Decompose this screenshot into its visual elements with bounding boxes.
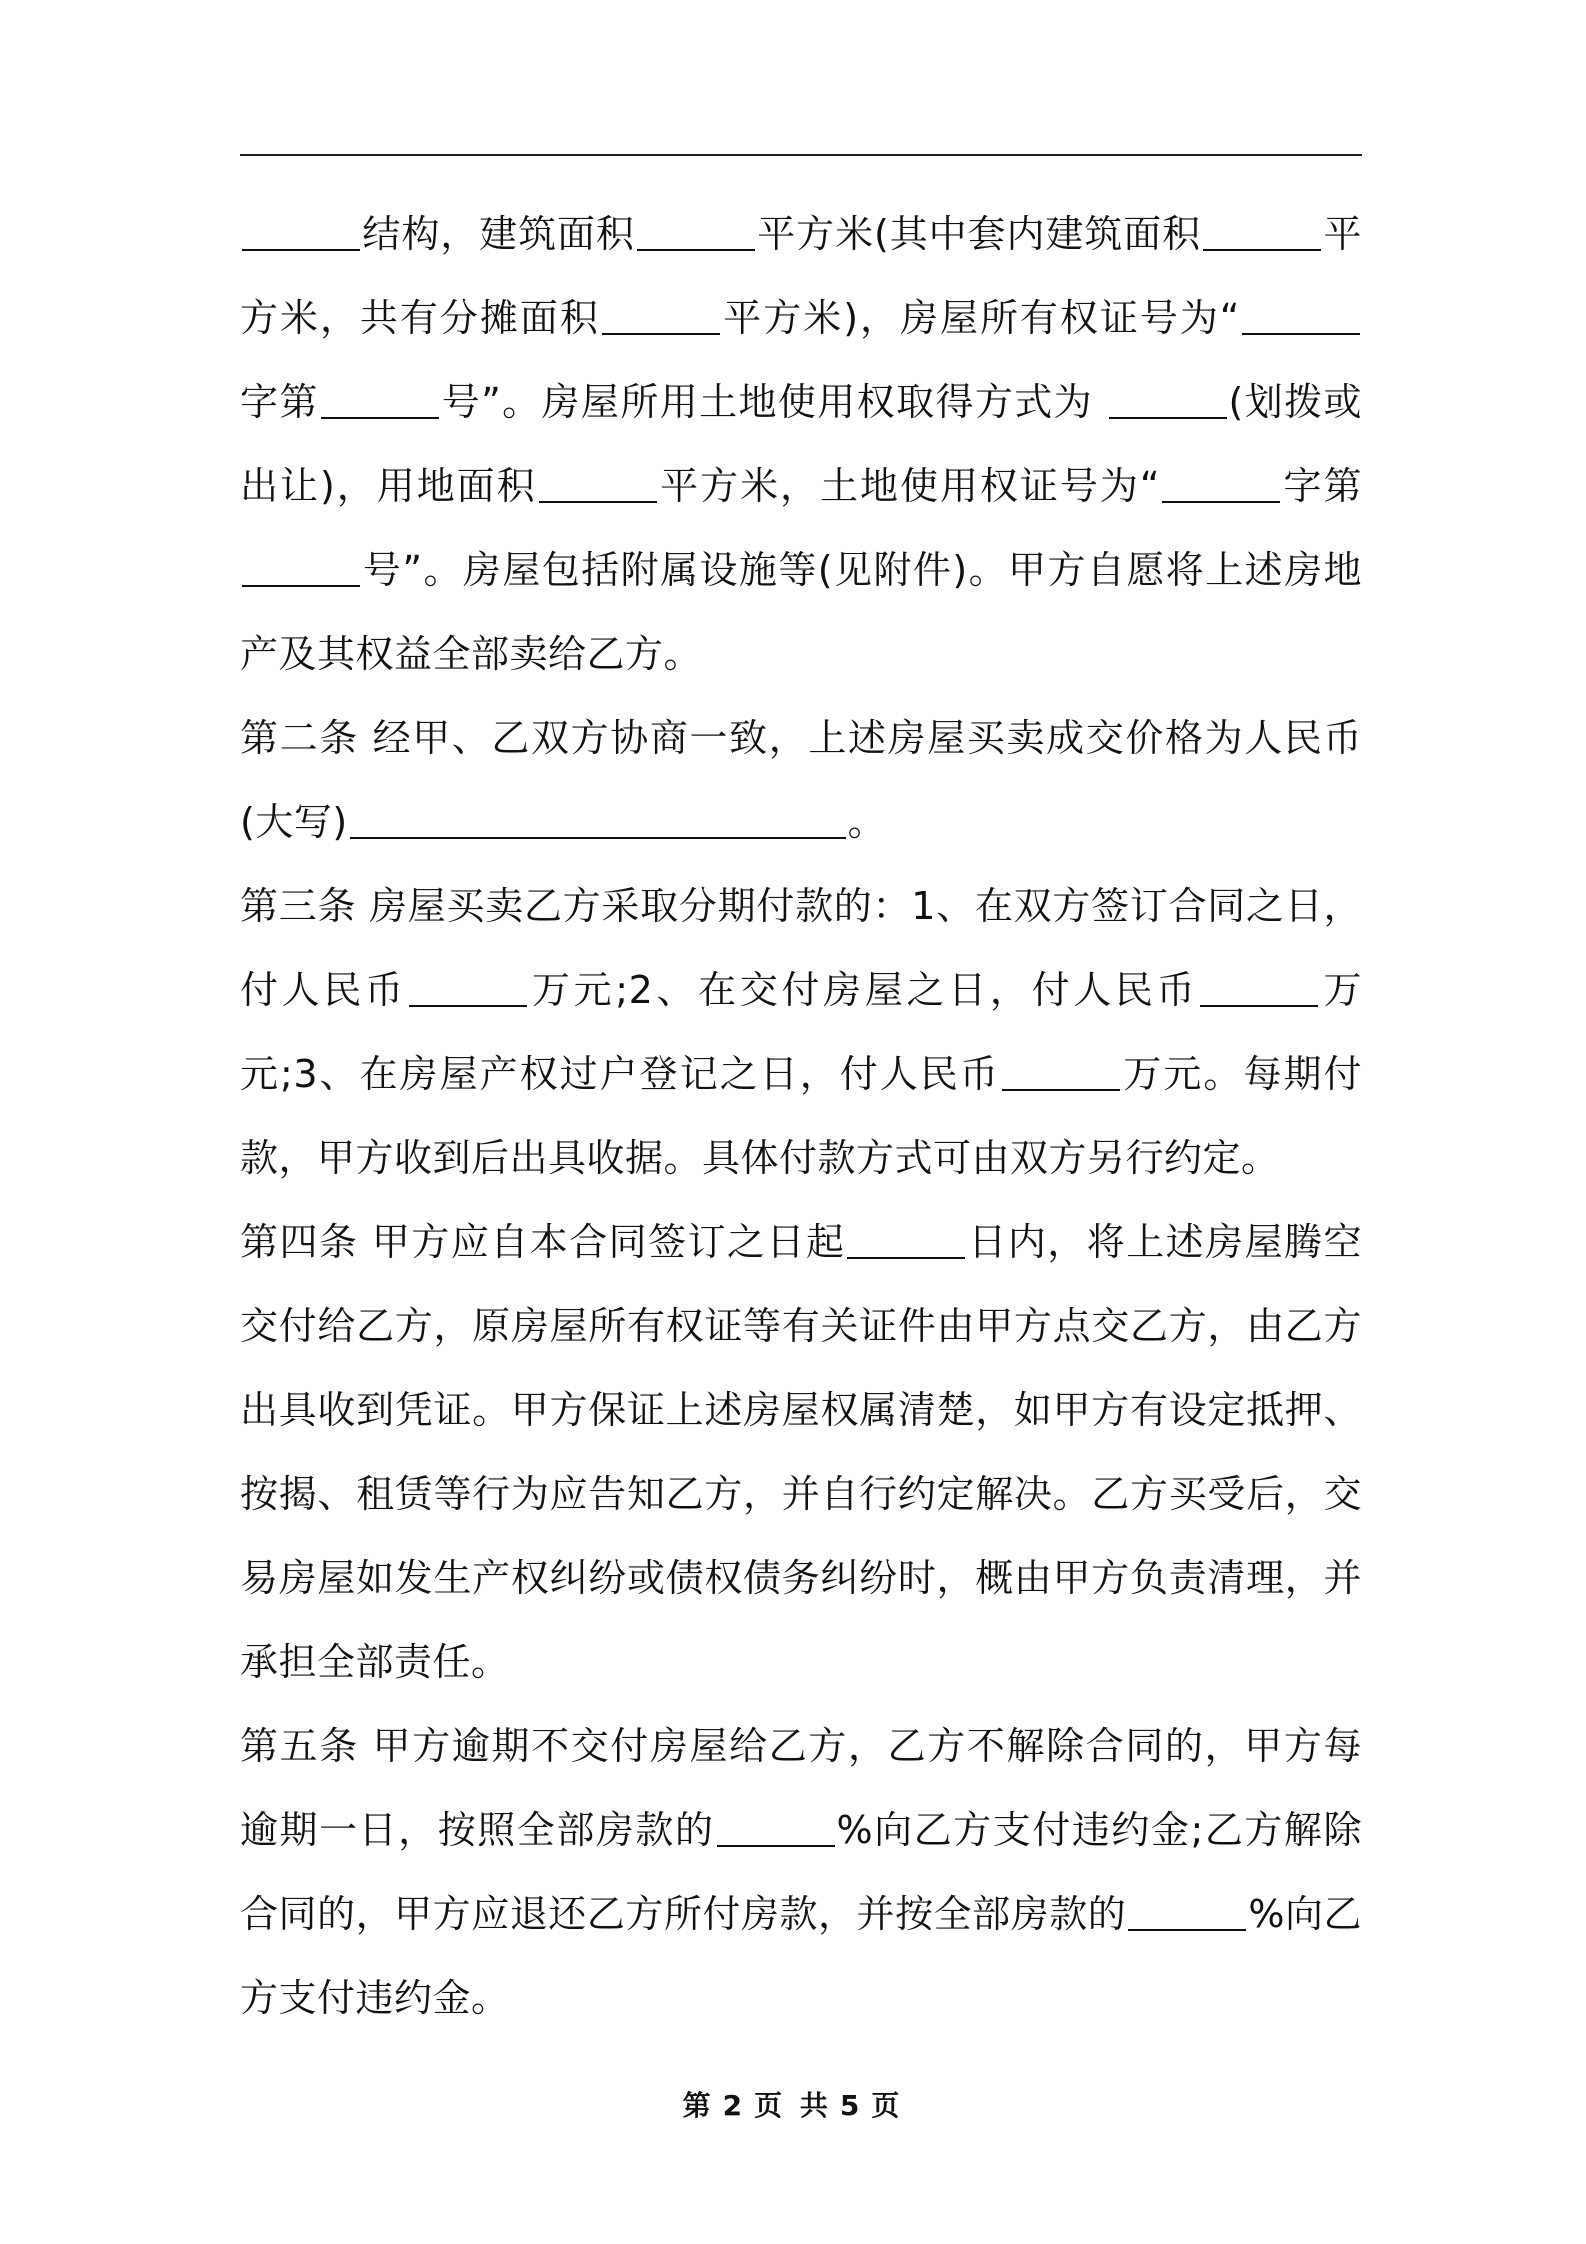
footer-prefix: 第 bbox=[682, 2089, 715, 2122]
paragraph bbox=[240, 192, 1362, 696]
paragraph-text: 号”。房屋包括附属设施等(见附件)。甲方自愿将上述房地产及其权益全部卖给乙方。 bbox=[240, 548, 1362, 676]
fill-in-blank bbox=[409, 971, 527, 1007]
fill-in-blank bbox=[1128, 1895, 1246, 1931]
fill-in-blank bbox=[847, 1223, 965, 1259]
paragraph-text: 第五条 甲方逾期不交付房屋给乙方，乙方不解除合同的，甲方每逾期一日，按照全部房款的 bbox=[240, 1724, 1362, 1852]
paragraph-text: 字第 bbox=[240, 380, 319, 424]
paragraph-text: 字第 bbox=[1282, 464, 1362, 508]
fill-in-blank bbox=[1203, 215, 1321, 251]
fill-in-blank bbox=[637, 215, 755, 251]
paragraph-text: (划拨或出让)，用地面积 bbox=[240, 380, 1362, 508]
paragraph-text: 号”。房屋所用土地使用权取得方式为 bbox=[440, 380, 1107, 424]
page-footer bbox=[0, 2084, 1586, 2124]
header-rule bbox=[240, 154, 1362, 156]
fill-in-blank bbox=[242, 551, 360, 587]
paragraph-text: 第三条 房屋买卖乙方采取分期付款的：1、在双方签订合同之日，付人民币 bbox=[240, 884, 1362, 1012]
fill-in-blank bbox=[1242, 299, 1360, 335]
paragraph-text: 平方米(其中套内建筑面积 bbox=[756, 212, 1202, 256]
document-body bbox=[240, 192, 1362, 2040]
paragraph-text: 平方米)，房屋所有权证号为“ bbox=[721, 296, 1240, 340]
paragraph bbox=[240, 864, 1362, 1200]
footer-middle: 页 共 bbox=[754, 2089, 832, 2122]
paragraph-text: 万元;3、在房屋产权过户登记之日，付人民币 bbox=[240, 968, 1362, 1096]
fill-in-blank bbox=[602, 299, 720, 335]
paragraph-text: %向乙方支付违约金;乙方解除合同的，甲方应退还乙方所付房款，并按全部房款的 bbox=[240, 1808, 1362, 1936]
paragraph-text: %向乙方支付违约金。 bbox=[240, 1892, 1362, 2020]
footer-total-pages: 5 bbox=[839, 2089, 864, 2122]
fill-in-blank bbox=[242, 215, 360, 251]
fill-in-blank bbox=[350, 803, 846, 839]
paragraph-text: 结构，建筑面积 bbox=[362, 212, 635, 256]
fill-in-blank bbox=[1200, 971, 1318, 1007]
paragraph bbox=[240, 1704, 1362, 2040]
paragraph bbox=[240, 1200, 1362, 1704]
paragraph-text: 第四条 甲方应自本合同签订之日起 bbox=[240, 1220, 846, 1264]
fill-in-blank bbox=[321, 383, 439, 419]
fill-in-blank bbox=[539, 467, 657, 503]
paragraph-text: 第二条 经甲、乙双方协商一致，上述房屋买卖成交价格为人民币(大写) bbox=[240, 716, 1362, 844]
fill-in-blank bbox=[1109, 383, 1227, 419]
paragraph-text: 万元。每期付款，甲方收到后出具收据。具体付款方式可由双方另行约定。 bbox=[240, 1052, 1362, 1180]
paragraph-text: 平方米，土地使用权证号为“ bbox=[658, 464, 1161, 508]
paragraph bbox=[240, 696, 1362, 864]
footer-current-page: 2 bbox=[722, 2089, 747, 2122]
footer-suffix: 页 bbox=[871, 2089, 904, 2122]
fill-in-blank bbox=[1002, 1055, 1120, 1091]
paragraph-text: 万元;2、在交付房屋之日，付人民币 bbox=[528, 968, 1199, 1012]
paragraph-text: 平方米，共有分摊面积 bbox=[240, 212, 1362, 340]
fill-in-blank bbox=[1162, 467, 1280, 503]
fill-in-blank bbox=[717, 1811, 835, 1847]
paragraph-text: 。 bbox=[847, 800, 887, 844]
paragraph-text: 日内，将上述房屋腾空交付给乙方，原房屋所有权证等有关证件由甲方点交乙方，由乙方出具收到凭证。甲方保证上述房屋权属清楚，如甲方有设定抵押、按揭、租赁等行为应告知乙方，并自行约定解决。乙方买受后，交易房屋如发生产权纠纷或债权债务纠纷时，概由甲方负责清理，并承担全部责任。 bbox=[240, 1220, 1362, 1684]
